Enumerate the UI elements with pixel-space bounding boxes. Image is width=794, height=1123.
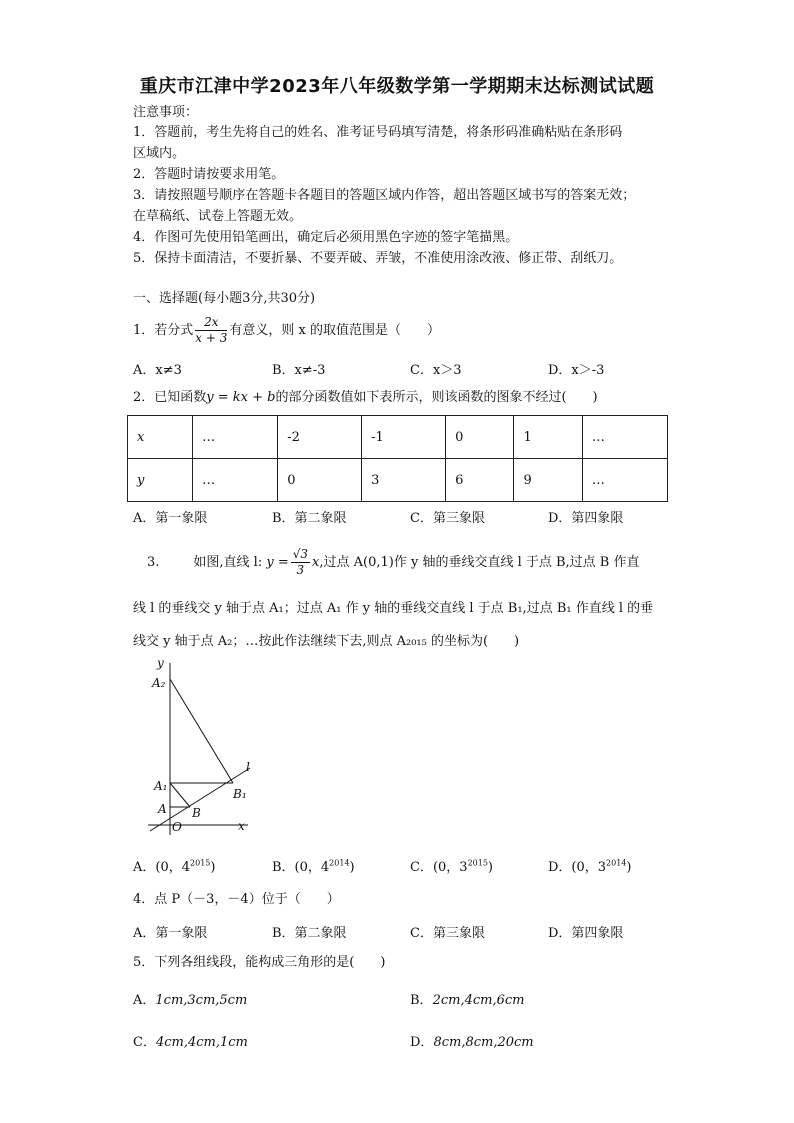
table-cell: x bbox=[128, 416, 193, 459]
q4-option-a[interactable]: A．第一象限 bbox=[133, 926, 208, 941]
q3-option-b-prefix: B．(0，4 bbox=[272, 860, 330, 875]
q1-option-b[interactable]: B．x≠-3 bbox=[272, 363, 326, 378]
q2-option-c[interactable]: C．第三象限 bbox=[410, 511, 485, 526]
q2-suffix: 的部分函数值如下表所示，则该函数的图象不经过( ) bbox=[275, 390, 598, 405]
q5-option-b-label: B． bbox=[410, 993, 433, 1008]
segment-b1-a2 bbox=[170, 679, 233, 783]
notice-line: 1．答题前，考生先将自己的姓名、准考证号码填写清楚，将条形码准确粘贴在条形码 bbox=[133, 125, 623, 140]
label-a2: A₂ bbox=[152, 676, 166, 690]
table-row bbox=[128, 416, 668, 459]
notice-line: 在草稿纸、试卷上答题无效。 bbox=[133, 209, 303, 224]
table-cell: … bbox=[193, 416, 278, 459]
q3-option-b-exp: 2014 bbox=[329, 858, 350, 868]
table-cell: -2 bbox=[278, 416, 362, 459]
q3-option-c-prefix: C．(0，3 bbox=[410, 860, 468, 875]
q3-option-a-exp: 2015 bbox=[190, 858, 211, 868]
q5-option-c[interactable] bbox=[133, 1031, 248, 1050]
question-4: 4．点 P（－3，－4）位于（ ） bbox=[133, 892, 340, 907]
q1-option-d[interactable]: D．x＞-3 bbox=[548, 363, 605, 378]
q3-option-a[interactable] bbox=[133, 856, 215, 875]
q2-value-table bbox=[127, 415, 668, 502]
label-b: B bbox=[192, 806, 201, 820]
table-cell: 6 bbox=[446, 459, 514, 502]
q3-text-1a: 如图,直线 l: bbox=[193, 555, 263, 570]
q2-formula: y = kx + b bbox=[206, 390, 276, 405]
table-cell: 0 bbox=[278, 459, 362, 502]
q3-frac-den: 3 bbox=[296, 563, 305, 577]
q1-suffix: 有意义，则 x 的取值范围是（ ） bbox=[229, 323, 440, 338]
q3-option-b[interactable] bbox=[272, 856, 355, 875]
q3-formula-y: y = bbox=[266, 555, 289, 570]
table-cell: y bbox=[128, 459, 193, 502]
q2-option-d[interactable]: D．第四象限 bbox=[548, 511, 624, 526]
q5-option-a-label: A． bbox=[133, 993, 156, 1008]
question-2 bbox=[133, 389, 598, 407]
table-cell: … bbox=[193, 459, 278, 502]
label-o: O bbox=[172, 820, 182, 834]
q2-prefix: 2．已知函数 bbox=[133, 390, 207, 405]
label-b1: B₁ bbox=[233, 787, 247, 801]
q3-formula-x: x bbox=[312, 555, 320, 570]
q3-option-d-prefix: D．(0，3 bbox=[548, 860, 607, 875]
section-heading: 一、选择题(每小题3分,共30分) bbox=[133, 291, 316, 306]
q5-option-d-value: 8cm,8cm,20cm bbox=[433, 1035, 534, 1050]
q3-option-a-prefix: A．(0，4 bbox=[133, 860, 191, 875]
table-cell: 9 bbox=[514, 459, 582, 502]
question-1 bbox=[133, 314, 440, 348]
page-title: 重庆市江津中学2023年八年级数学第一学期期末达标测试试题 bbox=[139, 76, 655, 97]
notice-line: 5．保持卡面清洁，不要折暴、不要弄破、弄皱，不准使用涂改液、修正带、刮纸刀。 bbox=[133, 251, 623, 266]
q3-text-1b: ,过点 A(0,1)作 y 轴的垂线交直线 l 于点 B,过点 B 作直 bbox=[319, 555, 640, 570]
q3-fraction bbox=[291, 547, 310, 578]
question-3-line-3: 线交 y 轴于点 A₂；…按此作法继续下去,则点 A₂₀₁₅ 的坐标为( ) bbox=[133, 634, 520, 649]
label-y: y bbox=[157, 656, 164, 670]
q5-option-a[interactable] bbox=[133, 989, 247, 1008]
q3-option-c-suffix: ) bbox=[487, 860, 493, 875]
q2-option-b[interactable]: B．第二象限 bbox=[272, 511, 347, 526]
q3-option-d-exp: 2014 bbox=[606, 858, 627, 868]
notice-line: 2．答题时请按要求用笔。 bbox=[133, 167, 285, 182]
q4-option-d[interactable]: D．第四象限 bbox=[548, 926, 624, 941]
q3-geometry-diagram bbox=[140, 655, 265, 840]
q5-option-b[interactable] bbox=[410, 989, 524, 1008]
q3-option-c-exp: 2015 bbox=[467, 858, 488, 868]
notice-line: 区域内。 bbox=[133, 146, 186, 161]
q3-option-a-suffix: ) bbox=[210, 860, 216, 875]
q1-option-a[interactable]: A．x≠3 bbox=[133, 363, 182, 378]
label-a1: A₁ bbox=[154, 779, 168, 793]
q5-option-a-value: 1cm,3cm,5cm bbox=[155, 993, 248, 1008]
q3-option-d[interactable] bbox=[548, 856, 631, 875]
q5-option-c-label: C． bbox=[133, 1035, 156, 1050]
q5-option-d-label: D． bbox=[410, 1035, 434, 1050]
question-3-line-2: 线 l 的垂线交 y 轴于点 A₁；过点 A₁ 作 y 轴的垂线交直线 l 于点 B₁,过点 B₁ 作直线 l 的垂 bbox=[133, 601, 654, 616]
table-cell: 1 bbox=[514, 416, 582, 459]
table-cell: 0 bbox=[446, 416, 514, 459]
segment-b-a1 bbox=[170, 783, 190, 807]
q2-option-a[interactable]: A．第一象限 bbox=[133, 511, 208, 526]
notice-heading: 注意事项： bbox=[133, 105, 199, 120]
table-cell: 3 bbox=[362, 459, 446, 502]
q1-prefix: 1．若分式 bbox=[133, 323, 194, 338]
label-a: A bbox=[158, 802, 167, 816]
q3-option-b-suffix: ) bbox=[349, 860, 355, 875]
table-row bbox=[128, 459, 668, 502]
table-cell: -1 bbox=[362, 416, 446, 459]
label-l: l bbox=[246, 760, 250, 774]
q5-option-d[interactable] bbox=[410, 1031, 534, 1050]
q3-option-c[interactable] bbox=[410, 856, 493, 875]
question-5: 5．下列各组线段，能构成三角形的是( ) bbox=[133, 955, 386, 970]
notice-line: 4．作图可先使用铅笔画出，确定后必须用黑色字迹的签字笔描黑。 bbox=[133, 230, 519, 245]
q5-option-b-value: 2cm,4cm,6cm bbox=[432, 993, 525, 1008]
q5-option-c-value: 4cm,4cm,1cm bbox=[155, 1035, 248, 1050]
q3-number: 3. bbox=[147, 555, 160, 570]
q3-frac-num: √3 bbox=[292, 547, 309, 561]
q1-option-c[interactable]: C．x＞3 bbox=[410, 363, 462, 378]
table-cell: … bbox=[582, 416, 667, 459]
q3-option-d-suffix: ) bbox=[626, 860, 632, 875]
q4-option-c[interactable]: C．第三象限 bbox=[410, 926, 485, 941]
label-x: x bbox=[238, 819, 245, 833]
q1-frac-den: x + 3 bbox=[195, 331, 228, 345]
table-cell: … bbox=[582, 459, 667, 502]
q1-frac-num: 2x bbox=[195, 315, 227, 331]
q1-fraction bbox=[195, 315, 227, 346]
question-3-line-1 bbox=[147, 545, 640, 581]
q4-option-b[interactable]: B．第二象限 bbox=[272, 926, 347, 941]
notice-line: 3．请按照题号顺序在答题卡各题目的答题区域内作答，超出答题区域书写的答案无效； bbox=[133, 188, 636, 203]
